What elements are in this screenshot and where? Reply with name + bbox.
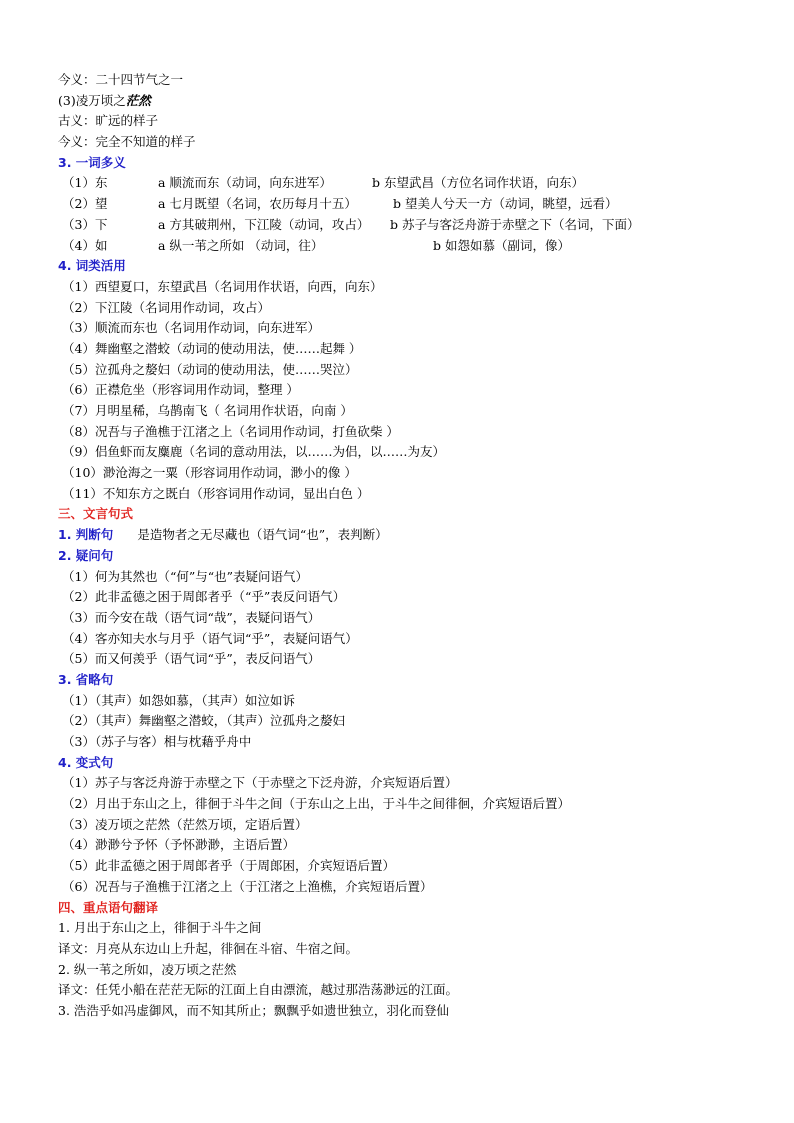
conversion-item: （7）月明星稀，乌鹊南飞（ 名词用作状语，向南 ） — [62, 403, 353, 418]
polysemy-word: （2）望 — [62, 196, 108, 212]
conversion-item: （4）舞幽壑之潜蛟（动词的使动用法，使……起舞 ） — [62, 340, 362, 356]
emphasized-word: 茫然 — [125, 92, 151, 108]
translation-line: 2. 纵一苇之所如，凌万顷之茫然 — [58, 961, 237, 977]
inversion-item: （3）凌万顷之茫然（茫然万顷，定语后置） — [62, 816, 308, 832]
conversion-item: （1）西望夏口，东望武昌（名词用作状语，向西，向东） — [62, 278, 383, 294]
subsection-heading-judgment: 1. 判断句 — [58, 527, 114, 543]
subsection-heading-omission: 3. 省略句 — [58, 671, 114, 687]
polysemy-sense-a: a 顺流而东（动词，向东进军） — [158, 175, 332, 191]
item-line — [58, 91, 748, 112]
item-text: (3)凌万顷之 — [58, 92, 126, 108]
polysemy-row — [58, 215, 748, 236]
conversion-item: （3）顺流而东也（名词用作动词，向东进军） — [62, 320, 320, 336]
inversion-item: （1）苏子与客泛舟游于赤壁之下（于赤壁之下泛舟游，介宾短语后置） — [62, 775, 458, 791]
conversion-item: （10）渺沧海之一粟（形容词用作动词，渺小的像 ） — [62, 465, 357, 481]
conversion-item: （9）侣鱼虾而友麋鹿（名词的意动用法，以……为侣，以……为友） — [62, 444, 445, 460]
question-item: （1）何为其然也（“何”与“也”表疑问语气） — [62, 568, 309, 584]
polysemy-sense-a: a 纵一苇之所如 （动词，往） — [158, 237, 324, 253]
polysemy-row — [58, 236, 748, 257]
question-item: （5）而又何羡乎（语气词“乎”，表反问语气） — [62, 651, 321, 667]
omission-item: （3）（苏子与客）相与枕藉乎舟中 — [62, 734, 252, 749]
question-item: （3）而今安在哉（语气词“哉”，表疑问语气） — [62, 609, 321, 625]
polysemy-sense-b: b 苏子与客泛舟游于赤壁之下（名词，下面） — [390, 216, 640, 232]
polysemy-row — [58, 194, 748, 215]
document-page — [58, 70, 748, 1022]
polysemy-row — [58, 173, 748, 194]
section-heading-word-conversion: 4. 词类活用 — [58, 258, 126, 274]
omission-item: （1）（其声）如怨如慕，（其声）如泣如诉 — [62, 692, 295, 708]
polysemy-sense-a: a 七月既望（名词，农历每月十五） — [158, 196, 357, 212]
polysemy-sense-b: b 如怨如慕（副词，像） — [433, 237, 570, 253]
ancient-meaning: 古义：旷远的样子 — [58, 113, 159, 129]
section-heading-translation: 四、重点语句翻译 — [58, 899, 159, 915]
polysemy-sense-a: a 方其破荆州，下江陵（动词，攻占） — [158, 216, 370, 232]
translation-line: 译文：月亮从东边山上升起，徘徊在斗宿、牛宿之间。 — [58, 940, 359, 956]
conversion-item: （2）下江陵（名词用作动词，攻占） — [62, 299, 270, 315]
subsection-heading-question: 2. 疑问句 — [58, 547, 114, 563]
translation-line: 3. 浩浩乎如冯虚御风，而不知其所止；飘飘乎如遗世独立，羽化而登仙 — [58, 1002, 449, 1018]
judgment-text: 是造物者之无尽藏也（语气词“也”，表判断） — [137, 527, 388, 543]
polysemy-sense-b: b 东望武昌（方位名词作状语，向东） — [372, 175, 584, 191]
polysemy-word: （4）如 — [62, 237, 108, 253]
question-item: （2）此非孟德之困于周郎者乎（“乎”表反问语气） — [62, 589, 346, 605]
polysemy-word: （1）东 — [62, 175, 108, 191]
inversion-item: （5）此非孟德之困于周郎者乎（于周郎困，介宾短语后置） — [62, 858, 395, 874]
inversion-item: （4）渺渺兮予怀（予怀渺渺，主语后置） — [62, 837, 295, 853]
translation-line: 1. 月出于东山之上，徘徊于斗牛之间 — [58, 920, 262, 936]
inversion-item: （6）况吾与子渔樵于江渚之上（于江渚之上渔樵，介宾短语后置） — [62, 878, 433, 894]
subsection-heading-inversion: 4. 变式句 — [58, 754, 114, 770]
section-heading-sentence-patterns: 三、文言句式 — [58, 506, 134, 522]
judgment-line — [58, 525, 748, 546]
polysemy-sense-b: b 望美人兮天一方（动词，眺望，远看） — [393, 196, 618, 212]
conversion-item: （11）不知东方之既白（形容词用作动词，显出白色 ） — [62, 485, 370, 501]
text-line: 今义：二十四节气之一 — [58, 72, 184, 87]
conversion-item: （5）泣孤舟之嫠妇（动词的使动用法，使……哭泣） — [62, 361, 358, 377]
question-item: （4）客亦知夫水与月乎（语气词“乎”，表疑问语气） — [62, 630, 358, 646]
conversion-item: （6）正襟危坐（形容词用作动词，整理 ） — [62, 382, 299, 398]
omission-item: （2）（其声）舞幽壑之潜蛟，（其声）泣孤舟之嫠妇 — [62, 713, 345, 729]
conversion-item: （8）况吾与子渔樵于江渚之上（名词用作动词，打鱼砍柴 ） — [62, 423, 399, 439]
translation-line: 译文：任凭小船在茫茫无际的江面上自由漂流，越过那浩荡渺远的江面。 — [58, 982, 459, 998]
inversion-item: （2）月出于东山之上，徘徊于斗牛之间（于东山之上出，于斗牛之间徘徊，介宾短语后置） — [62, 796, 570, 812]
polysemy-word: （3）下 — [62, 216, 108, 232]
section-heading-polysemy: 3. 一词多义 — [58, 154, 126, 170]
modern-meaning: 今义：完全不知道的样子 — [58, 134, 196, 150]
